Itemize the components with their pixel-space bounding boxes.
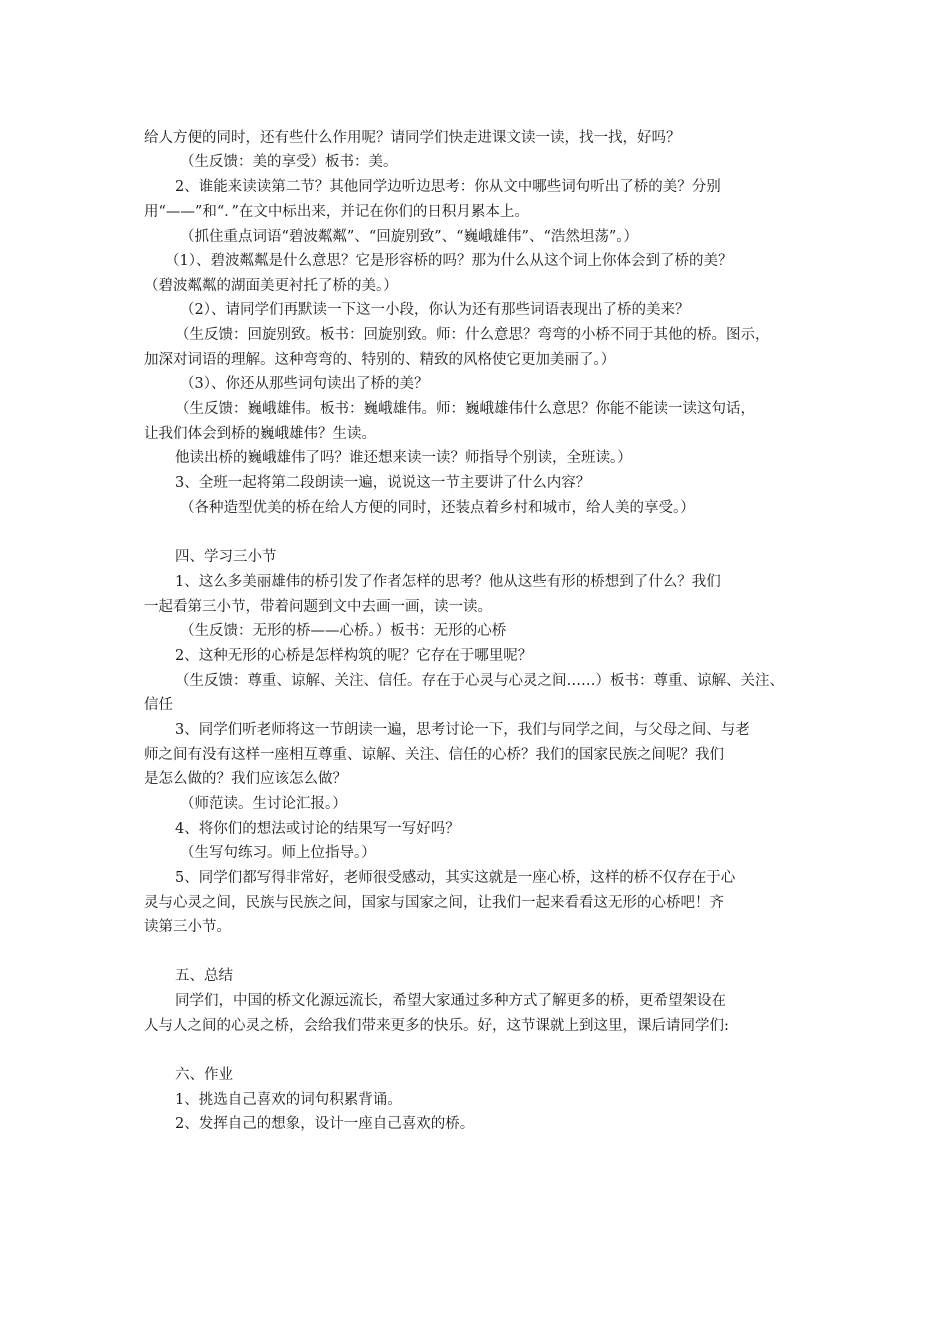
text-line: （生反馈：巍峨雄伟。板书：巍峨雄伟。师：巍峨雄伟什么意思？你能不能读一读这句话， [175, 401, 755, 417]
text-line: 人与人之间的心灵之桥，会给我们带来更多的快乐。好，这节课就上到这里，课后请同学们: [144, 1018, 729, 1034]
text-line: 1、这么多美丽雄伟的桥引发了作者怎样的思考？他从这些有形的桥想到了什么？我们 [175, 574, 721, 590]
text-line: 2、这种无形的心桥是怎样构筑的呢？它存在于哪里呢？ [175, 648, 533, 664]
text-line: 5、同学们都写得非常好，老师很受感动，其实这就是一座心桥，这样的桥不仅存在于心 [175, 870, 736, 886]
text-line: 3、同学们听老师将这一节朗读一遍，思考讨论一下，我们与同学之间，与父母之间、与老 [175, 722, 750, 738]
text-line: 1、挑选自己喜欢的词句积累背诵。 [175, 1092, 402, 1108]
text-line: 师之间有没有这样一座相互尊重、谅解、关注、信任的心桥？我们的国家民族之间呢？我们 [144, 747, 724, 763]
text-line: 用“——”和“．”在文中标出来，并记在你们的日积月累本上。 [144, 204, 529, 220]
text-line: （碧波粼粼的湖面美更衬托了桥的美。） [144, 278, 398, 294]
text-line: 信任 [144, 697, 173, 713]
text-line: 读第三小节。 [144, 919, 231, 935]
text-line: 2、谁能来读读第二节？其他同学边听边思考：你从文中哪些词句听出了桥的美？分别 [175, 179, 721, 195]
text-line: （3）、你还从那些词句读出了桥的美？ [180, 376, 429, 392]
text-line: （抓住重点词语“碧波粼粼”、“回旋别致”、“巍峨雄伟”、“浩然坦荡”。） [180, 229, 639, 245]
text-line: （生反馈：回旋别致。板书：回旋别致。师：什么意思？弯弯的小桥不同于其他的桥。图示， [175, 327, 770, 343]
text-line: 4、将你们的想法或讨论的结果写一写好吗？ [175, 821, 460, 837]
section-heading: 五、总结 [175, 968, 233, 984]
text-line: 3、全班一起将第二段朗读一遍，说说这一节主要讲了什么内容？ [175, 475, 591, 491]
text-line: 同学们，中国的桥文化源远流长，希望大家通过多种方式了解更多的桥，更希望架设在 [175, 993, 726, 1009]
text-line: 他读出桥的巍峨雄伟了吗？谁还想来读一读？师指导个别读，全班读。） [175, 450, 632, 466]
text-line: 一起看第三小节，带着问题到文中去画一画，读一读。 [144, 599, 492, 615]
text-line: （各种造型优美的桥在给人方便的同时，还装点着乡村和城市，给人美的享受。） [180, 500, 695, 516]
text-line: 加深对词语的理解。这种弯弯的、特别的、精致的风格使它更加美丽了。） [144, 352, 616, 368]
text-line: 是怎么做的？我们应该怎么做？ [144, 771, 347, 787]
text-line: （生反馈：美的享受）板书：美。 [180, 154, 398, 170]
text-line: （2）、请同学们再默读一下这一小段，你认为还有那些词语表现出了桥的美来？ [180, 302, 690, 318]
section-heading: 六、作业 [175, 1067, 233, 1083]
text-line: （生反馈：无形的桥——心桥。）板书：无形的心桥 [180, 623, 507, 639]
section-heading: 四、学习三小节 [175, 549, 277, 565]
text-line: （生写句练习。师上位指导。） [180, 845, 376, 861]
text-line: 灵与心灵之间，民族与民族之间，国家与国家之间，让我们一起来看看这无形的心桥吧！齐 [144, 895, 724, 911]
text-line: （生反馈：尊重、谅解、关注、信任。存在于心灵与心灵之间……）板书：尊重、谅解、关注、 [175, 673, 784, 689]
text-line: 给人方便的同时，还有些什么作用呢？请同学们快走进课文读一读，找一找，好吗？ [144, 130, 681, 146]
text-line: （师范读。生讨论汇报。） [180, 796, 347, 812]
text-line: （1）、碧波粼粼是什么意思？它是形容桥的吗？那为什么从这个词上你体会到了桥的美？ [165, 253, 733, 269]
text-line: 2、发挥自己的想象，设计一座自己喜欢的桥。 [175, 1116, 475, 1132]
text-line: 让我们体会到桥的巍峨雄伟？生读。 [144, 426, 376, 442]
